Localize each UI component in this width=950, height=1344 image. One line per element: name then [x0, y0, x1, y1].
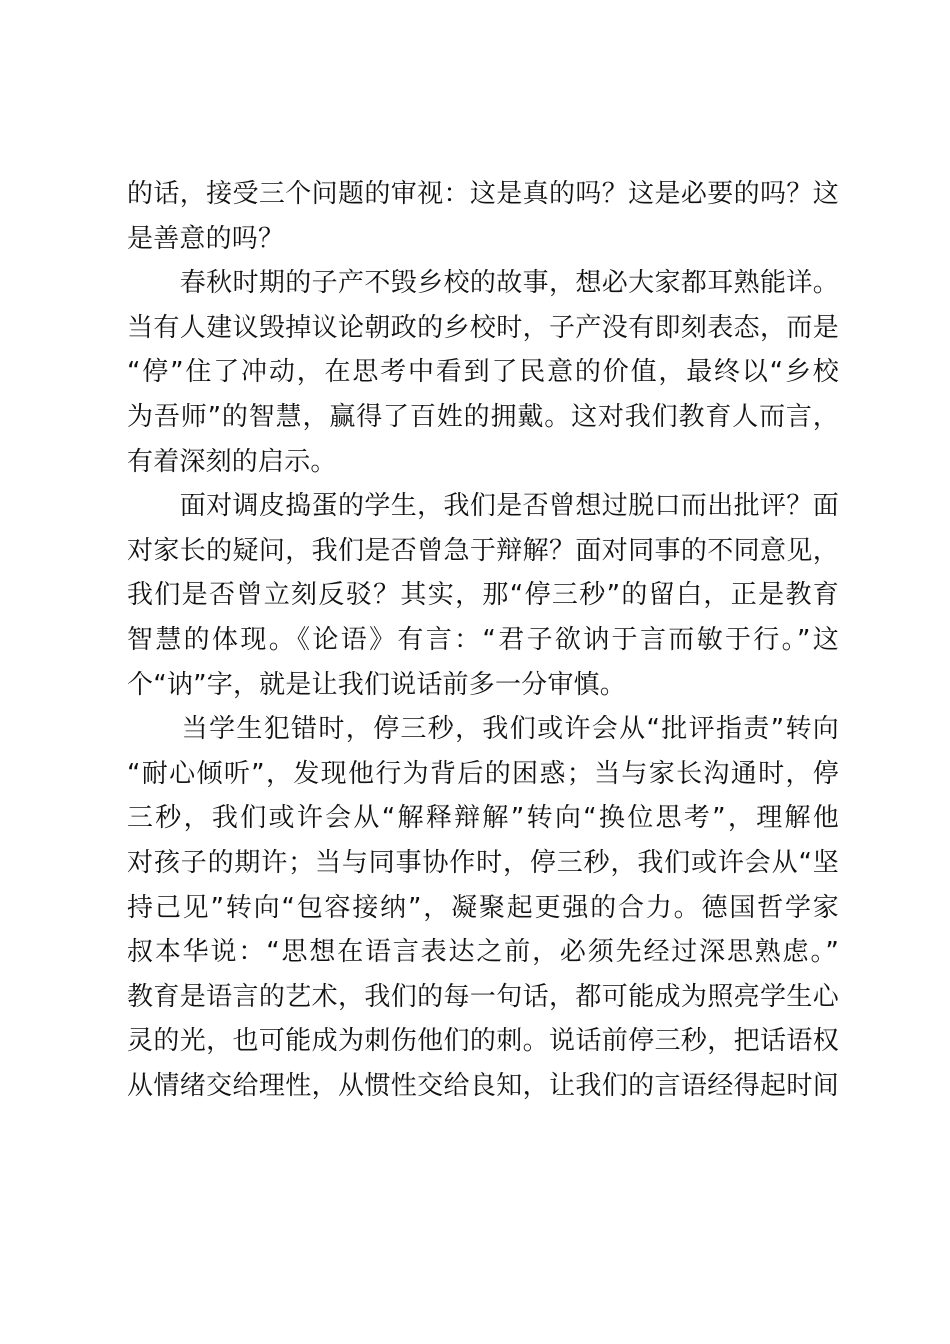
- text-line: “停”住了冲动，在思考中看到了民意的价值，最终以“乡校: [127, 357, 839, 388]
- text-line: 教育是语言的艺术，我们的每一句话，都可能成为照亮学生心: [127, 981, 839, 1012]
- text-line: 智慧的体现。《论语》有言：“君子欲讷于言而敏于行。”这: [127, 624, 839, 655]
- text-line: 我们是否曾立刻反驳？其实，那“停三秒”的留白，正是教育: [127, 580, 839, 611]
- body-text: [127, 172, 839, 1108]
- text-line: 为吾师”的智慧，赢得了百姓的拥戴。这对我们教育人而言，: [127, 401, 839, 432]
- text-line: 面对调皮捣蛋的学生，我们是否曾想过脱口而出批评？面: [127, 491, 839, 522]
- text-line: 当学生犯错时，停三秒，我们或许会从“批评指责”转向: [127, 714, 839, 745]
- text-line: 个“讷”字，就是让我们说话前多一分审慎。: [127, 669, 626, 700]
- text-line: 春秋时期的子产不毁乡校的故事，想必大家都耳熟能详。: [127, 268, 839, 299]
- text-line: 的话，接受三个问题的审视：这是真的吗？这是必要的吗？这: [127, 179, 839, 209]
- text-line: 灵的光，也可能成为刺伤他们的刺。说话前停三秒，把话语权: [127, 1026, 839, 1057]
- text-line: 叔本华说：“思想在语言表达之前，必须先经过深思熟虑。”: [127, 937, 839, 968]
- text-line: 有着深刻的启示。: [127, 446, 337, 477]
- text-line: 对家长的疑问，我们是否曾急于辩解？面对同事的不同意见，: [127, 535, 839, 566]
- text-line: 当有人建议毁掉议论朝政的乡校时，子产没有即刻表态，而是: [127, 312, 839, 343]
- text-line: 持己见”转向“包容接纳”，凝聚起更强的合力。德国哲学家: [127, 892, 839, 923]
- text-line: “耐心倾听”，发现他行为背后的困惑；当与家长沟通时，停: [127, 758, 839, 789]
- text-line: 是善意的吗？: [127, 223, 285, 254]
- text-line: 三秒，我们或许会从“解释辩解”转向“换位思考”，理解他: [127, 803, 839, 834]
- text-line: 对孩子的期许；当与同事协作时，停三秒，我们或许会从“坚: [127, 847, 839, 878]
- text-line: 从情绪交给理性，从惯性交给良知，让我们的言语经得起时间: [127, 1070, 839, 1101]
